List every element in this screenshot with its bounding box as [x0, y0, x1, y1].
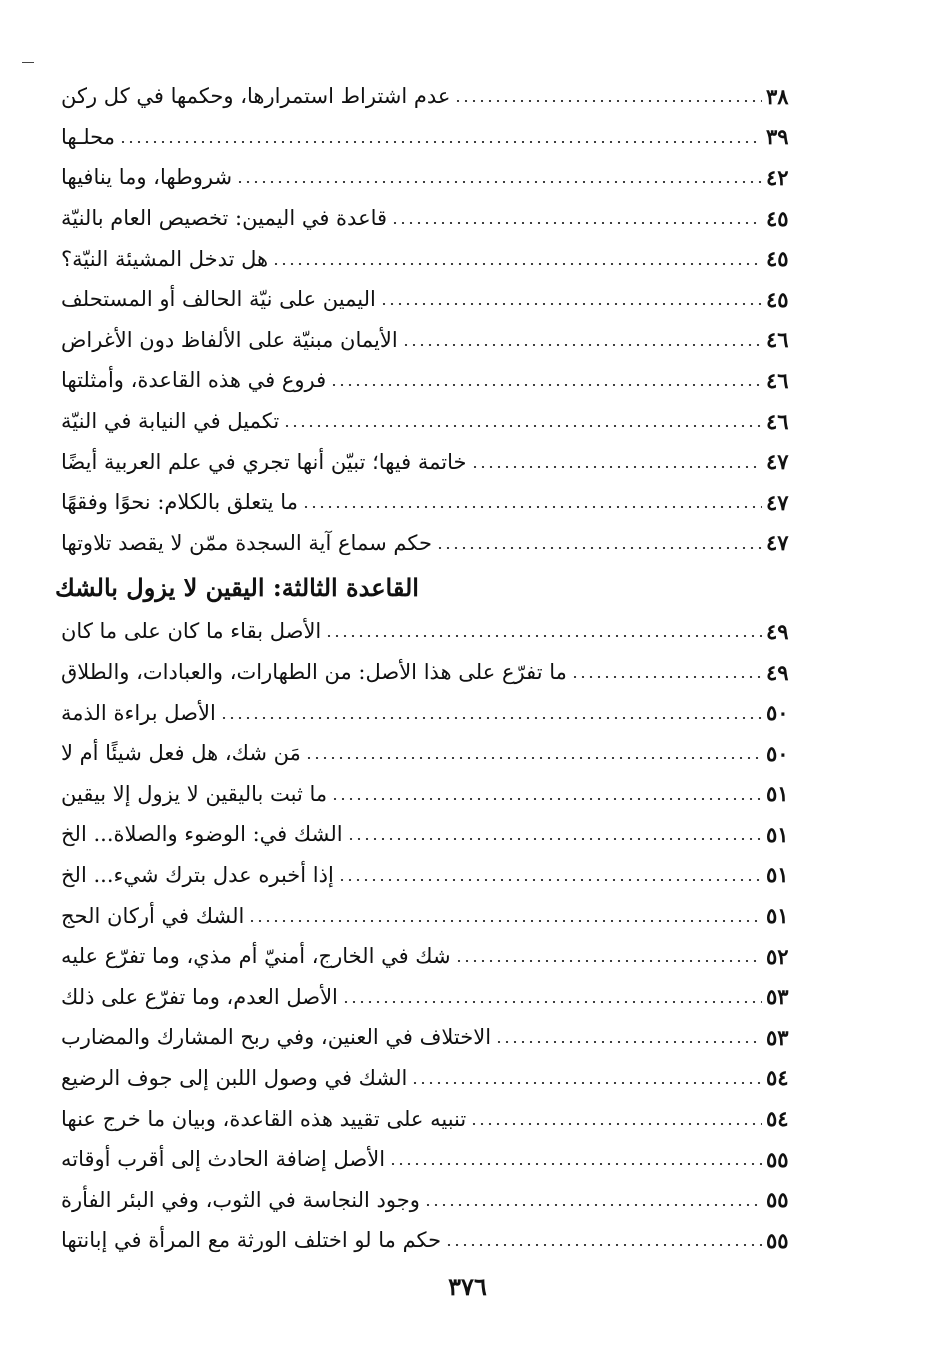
toc-entry	[55, 652, 800, 693]
dot-leader	[248, 920, 762, 922]
dot-leader	[470, 1123, 762, 1125]
toc-entry	[55, 279, 800, 320]
toc-entry-page: ٥٠	[766, 740, 789, 766]
toc-entry-page: ٥٥	[766, 1227, 789, 1253]
toc-entry-page: ٤٩	[766, 659, 789, 685]
toc-entry-title: الأصل العدم، وما تفرّع على ذلك	[61, 984, 338, 1009]
toc-entry-page: ٥١	[766, 781, 789, 807]
toc-entry-title: تكميل في النيابة في النيّة	[61, 409, 280, 434]
toc-entry	[55, 238, 800, 279]
toc-entry-title: خاتمة فيها؛ تبيّن أنها تجري في علم العربية أيضًا	[61, 449, 467, 474]
dot-leader	[305, 757, 762, 759]
toc-entry-page: ٥٣	[766, 984, 789, 1010]
toc-entry	[55, 692, 800, 733]
toc-entry	[55, 733, 800, 774]
toc-entry	[55, 976, 800, 1017]
toc-entry	[55, 360, 800, 401]
toc-entry-title: ما ثبت باليقين لا يزول إلا بيقين	[61, 781, 328, 806]
toc-entry	[55, 1058, 800, 1099]
dot-leader	[445, 1244, 762, 1246]
toc-entry-page: ٣٩	[766, 124, 789, 150]
dot-leader	[283, 425, 762, 427]
toc-entry	[55, 157, 800, 198]
dot-leader	[272, 263, 762, 265]
dot-leader	[236, 181, 762, 183]
dot-leader	[325, 635, 762, 637]
toc-entry	[55, 482, 800, 523]
dot-leader	[347, 838, 762, 840]
dot-leader	[338, 879, 762, 881]
toc-entry-title: الشك في أركان الحج	[61, 903, 245, 928]
section-heading	[55, 563, 800, 611]
toc-entry-page: ٤٦	[766, 367, 789, 393]
toc-entry	[55, 401, 800, 442]
toc-entry-page: ٤٩	[766, 618, 789, 644]
toc-entry	[55, 117, 800, 158]
toc-entry-title: الأصل براءة الذمة	[61, 700, 216, 725]
toc-entry	[55, 320, 800, 361]
toc-entry	[55, 774, 800, 815]
dot-leader	[331, 798, 762, 800]
toc-entry-title: محلـها	[61, 124, 115, 149]
toc-entry-title: الشك في وصول اللبن إلى جوف الرضيع	[61, 1065, 408, 1090]
toc-part-1	[55, 76, 800, 563]
toc-entry-page: ٤٥	[766, 205, 789, 231]
toc-entry-title: الاختلاف في العنين، وفي ربح المشارك والمضارب	[61, 1025, 492, 1050]
toc-entry	[55, 523, 800, 564]
toc-entry-page: ٥٢	[766, 943, 789, 969]
toc-entry-page: ٤٢	[766, 164, 789, 190]
corner-mark	[22, 62, 34, 63]
dot-leader	[342, 1001, 762, 1003]
toc-entry-page: ٥٥	[766, 1187, 789, 1213]
toc-entry-page: ٣٨	[766, 83, 789, 109]
dot-leader	[495, 1041, 762, 1043]
dot-leader	[571, 676, 762, 678]
toc-entry	[55, 76, 800, 117]
toc-entry-page: ٤٥	[766, 246, 789, 272]
toc-entry-page: ٥١	[766, 903, 789, 929]
toc-entry	[55, 936, 800, 977]
section-heading-text: القاعدة الثالثة: اليقين لا يزول بالشك	[55, 572, 419, 602]
toc-entry-page: ٤٧	[766, 530, 789, 556]
toc-entry-title: وجود النجاسة في الثوب، وفي البئر الفأرة	[61, 1187, 420, 1212]
toc-entry-page: ٥٥	[766, 1146, 789, 1172]
toc-entry-title: مَن شك، هل فعل شيئًا أم لا	[61, 741, 301, 766]
dot-leader	[330, 384, 762, 386]
dot-leader	[471, 466, 762, 468]
dot-leader	[380, 303, 762, 305]
toc-entry-title: الأيمان مبنيّة على الألفاظ دون الأغراض	[61, 327, 398, 352]
dot-leader	[411, 1082, 762, 1084]
table-of-contents	[55, 76, 800, 1261]
toc-entry-title: شك في الخارج، أمنيّ أم مذي، وما تفرّع عليه	[61, 944, 451, 969]
dot-leader	[389, 1163, 762, 1165]
dot-leader	[455, 960, 762, 962]
toc-entry	[55, 1017, 800, 1058]
toc-entry-title: هل تدخل المشيئة النيّة؟	[61, 246, 269, 271]
page-number: ٣٧٦	[448, 1272, 487, 1301]
toc-entry-page: ٤٧	[766, 449, 789, 475]
toc-entry-title: إذا أخبره عدل بترك شيء... الخ	[61, 862, 334, 887]
toc-entry-title: قاعدة في اليمين: تخصيص العام بالنيّة	[61, 206, 388, 231]
toc-entry-title: ما يتعلق بالكلام: نحوًا وفقهًا	[61, 490, 298, 515]
toc-entry-title: تنبيه على تقييد هذه القاعدة، وبيان ما خرج عنها	[61, 1106, 467, 1131]
toc-entry	[55, 814, 800, 855]
toc-entry-title: الشك في: الوضوء والصلاة... الخ	[61, 822, 343, 847]
toc-part-2	[55, 611, 800, 1261]
dot-leader	[454, 100, 762, 102]
dot-leader	[302, 506, 762, 508]
dot-leader	[119, 141, 762, 143]
toc-entry-page: ٥١	[766, 821, 789, 847]
toc-entry-title: حكم سماع آية السجدة ممّن لا يقصد تلاوتها	[61, 530, 432, 555]
dot-leader	[402, 344, 762, 346]
toc-entry-title: الأصل إضافة الحادث إلى أقرب أوقاته	[61, 1147, 386, 1172]
toc-entry	[55, 895, 800, 936]
toc-entry	[55, 611, 800, 652]
toc-entry-page: ٥٠	[766, 700, 789, 726]
toc-entry-page: ٤٥	[766, 286, 789, 312]
toc-entry-page: ٥٣	[766, 1024, 789, 1050]
toc-entry-page: ٥٤	[766, 1065, 789, 1091]
dot-leader	[436, 547, 762, 549]
toc-entry	[55, 1139, 800, 1180]
toc-entry	[55, 855, 800, 896]
dot-leader	[391, 222, 762, 224]
toc-entry-title: ما تفرّع على هذا الأصل: من الطهارات، والعبادات، والطلاق	[61, 660, 567, 685]
toc-entry-page: ٤٦	[766, 408, 789, 434]
toc-entry	[55, 1098, 800, 1139]
toc-entry-title: عدم اشتراط استمرارها، وحكمها في كل ركن	[61, 84, 451, 109]
toc-entry	[55, 1179, 800, 1220]
toc-entry-page: ٥١	[766, 862, 789, 888]
dot-leader	[424, 1204, 762, 1206]
toc-entry	[55, 1220, 800, 1261]
toc-entry-page: ٥٤	[766, 1106, 789, 1132]
toc-entry-title: شروطها، وما ينافيها	[61, 165, 233, 190]
toc-entry-title: فروع في هذه القاعدة، وأمثلتها	[61, 368, 327, 393]
toc-entry-title: الأصل بقاء ما كان على ما كان	[61, 619, 322, 644]
toc-entry	[55, 441, 800, 482]
toc-entry-page: ٤٧	[766, 489, 789, 515]
toc-entry-title: اليمين على نيّة الحالف أو المستحلف	[61, 287, 376, 312]
toc-entry-page: ٤٦	[766, 327, 789, 353]
toc-entry-title: حكم ما لو اختلف الورثة مع المرأة في إبانتها	[61, 1228, 442, 1253]
toc-entry	[55, 198, 800, 239]
dot-leader	[220, 717, 762, 719]
